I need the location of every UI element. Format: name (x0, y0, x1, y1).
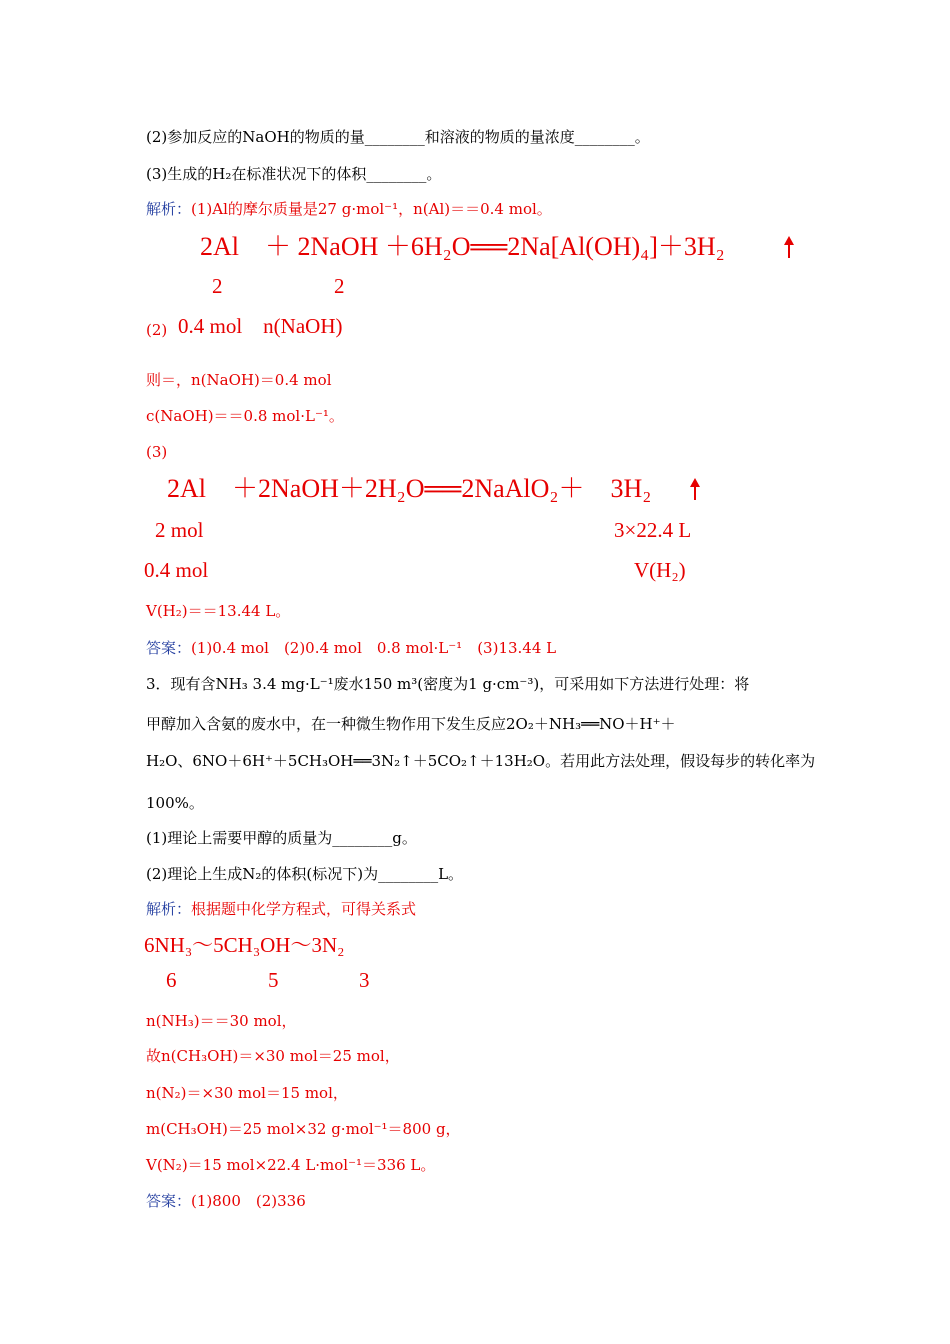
solution-text: (1)Al的摩尔质量是27 g·mol⁻¹，n(Al)＝＝0.4 mol。 (191, 200, 552, 218)
equation-2-row3-right: V(H₂) (634, 558, 686, 582)
part-3-label: (3) (146, 443, 168, 461)
solution-2 (146, 899, 416, 919)
relation-coef-n2: 3 (359, 968, 370, 992)
solution-label: 解析： (146, 900, 192, 918)
equation-1-coef-al: 2 (212, 274, 223, 298)
question-3-line-2: 甲醇加入含氨的废水中，在一种微生物作用下发生反应2O₂＋NH₃══NO＋H⁺＋ (146, 715, 676, 733)
solution-2-line-5: V(N₂)＝15 mol×22.4 L·mol⁻¹＝336 L。 (146, 1156, 436, 1174)
equation-2-row2-right: 3×22.4 L (614, 518, 692, 542)
solution-1 (146, 199, 552, 219)
question-3-part-1: (1)理论上需要甲醇的质量为________g。 (146, 829, 417, 847)
question-3-line-3: H₂O、6NO＋6H⁺＋5CH₃OH══3N₂↑＋5CO₂↑＋13H₂O。若用此方法处理，假设每步的转化率为 (146, 752, 816, 770)
question-3-line-1: 3．现有含NH₃ 3.4 mg·L⁻¹废水150 m³(密度为1 g·cm⁻³)，可采用如下方法进行处理：将 (146, 675, 750, 693)
equation-2-row3-left: 0.4 mol (144, 558, 209, 582)
relation-coef-nh3: 6 (166, 968, 177, 992)
answer-label: 答案： (146, 1192, 192, 1210)
equation-2-row2-left: 2 mol (155, 518, 204, 542)
equation-2: 2Al ＋2NaOH＋2H₂O══2NaAlO₂＋ 3H₂ (167, 474, 652, 503)
equation-1: 2Al ＋ 2NaOH ＋6H₂O══2Na[Al(OH)₄]＋3H₂ (200, 232, 725, 261)
answer-text: (1)0.4 mol (2)0.4 mol 0.8 mol·L⁻¹ (3)13.44 L (191, 639, 557, 657)
solution-2-line-4: m(CH₃OH)＝25 mol×32 g·mol⁻¹＝800 g， (146, 1120, 461, 1138)
part-2-values: 0.4 mol n(NaOH) (178, 314, 343, 338)
solution-label: 解析： (146, 200, 192, 218)
solution-text: 根据题中化学方程式，可得关系式 (191, 900, 417, 918)
answer-1 (146, 638, 556, 658)
question-3-part-2: (2)理论上生成N₂的体积(标况下)为________L。 (146, 865, 464, 883)
solution-line-ze: 则＝，n(NaOH)＝0.4 mol (146, 371, 332, 389)
solution-line-c: c(NaOH)＝＝0.8 mol·L⁻¹。 (146, 407, 344, 425)
question-2-part-2: (2)参加反应的NaOH的物质的量________和溶液的物质的量浓度________。 (146, 128, 650, 146)
answer-text: (1)800 (2)336 (191, 1192, 306, 1210)
solution-2-line-1: n(NH₃)＝＝30 mol， (146, 1012, 297, 1030)
solution-line-v: V(H₂)＝＝13.44 L。 (146, 602, 291, 620)
answer-label: 答案： (146, 639, 192, 657)
relation-formula: 6NH₃～5CH₃OH～3N₂ (144, 933, 345, 957)
equation-1-coef-naoh: 2 (334, 274, 345, 298)
part-2-label: (2) (146, 321, 168, 339)
solution-2-line-2: 故n(CH₃OH)＝×30 mol＝25 mol， (146, 1047, 400, 1065)
relation-coef-ch3oh: 5 (268, 968, 279, 992)
answer-2 (146, 1191, 306, 1211)
question-2-part-3: (3)生成的H₂在标准状况下的体积________。 (146, 165, 442, 183)
question-3-line-4: 100%。 (146, 794, 204, 812)
solution-2-line-3: n(N₂)＝×30 mol＝15 mol， (146, 1084, 348, 1102)
